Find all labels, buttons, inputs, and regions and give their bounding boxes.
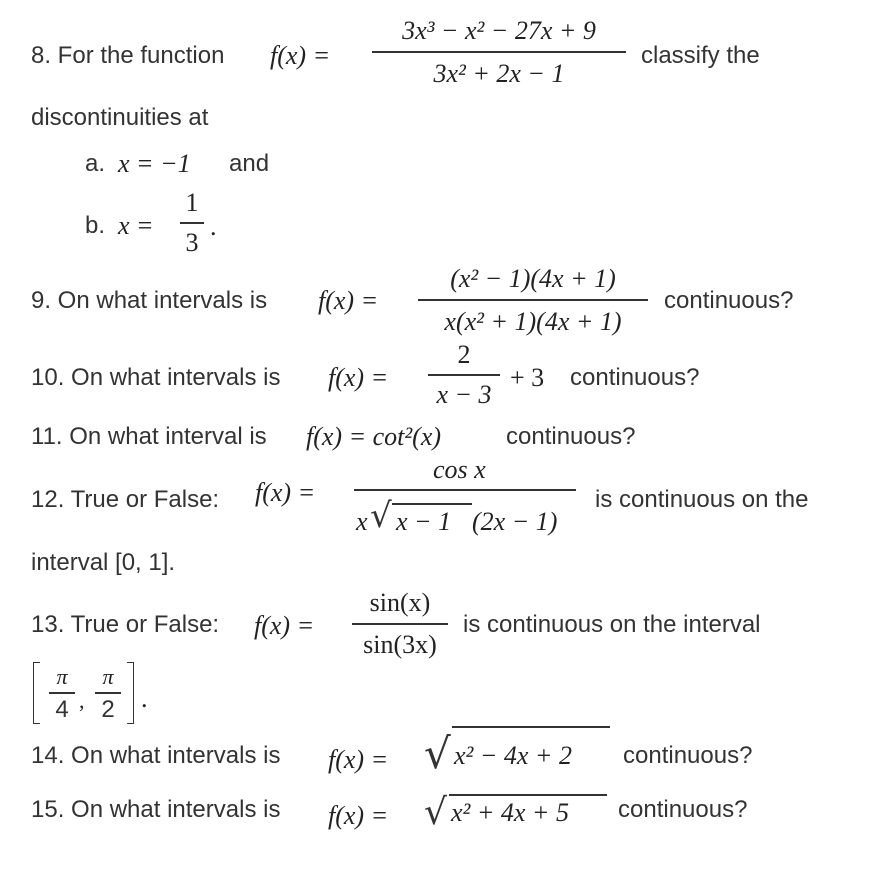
q15-function-label: f(x) = [328,801,389,830]
q13-suffix: is continuous on the interval [463,611,761,638]
q14-radicand: x² − 4x + 2 [454,741,572,770]
q8b-fraction-bar [180,222,204,224]
left-bracket-icon [33,662,40,724]
q12-line2: interval [0, 1]. [31,549,176,576]
q13-function-label: f(x) = [254,611,315,640]
q13-numerator: sin(x) [369,588,431,617]
q10-plus-three: + 3 [510,363,545,392]
q14-suffix: continuous? [623,742,753,769]
q13-int-bar2 [95,692,121,694]
q8-denominator: 3x² + 2x − 1 [433,58,565,88]
q13-interval-period: . [141,684,148,713]
q10-fraction-bar [428,374,500,376]
q12-denominator-factor: (2x − 1) [472,507,558,536]
q15-sqrt-icon: √ [424,792,447,833]
q11-suffix: continuous? [506,423,636,450]
q11-prefix: 11. On what interval is [31,423,267,450]
q10-denominator: x − 3 [436,379,492,409]
q13-int-den2: 2 [101,695,115,723]
q9-denominator: x(x² + 1)(4x + 1) [444,306,622,336]
q9-function-label: f(x) = [318,286,379,315]
q12-sqrt-icon: √ [370,496,392,536]
q13-int-bar1 [49,692,75,694]
q12-prefix: 12. True or False: [31,486,220,513]
q8b-period: . [210,212,217,241]
q15-sqrt-bar [449,794,607,796]
q12-sqrt-bar [392,503,472,505]
q12-radicand: x − 1 [396,507,452,536]
q9-suffix: continuous? [664,287,794,314]
q9-fraction [418,266,648,335]
q14-sqrt-bar [452,726,610,728]
q9-prefix: 9. On what intervals is [31,287,268,314]
q13-int-num2: π [102,664,114,689]
q8-suffix: classify the [641,42,760,69]
q12-numerator: cos x [433,455,486,484]
q13-fraction [352,590,448,658]
q12-fraction-bar [354,489,576,491]
q14-function-label: f(x) = [328,745,389,774]
q8b-fraction [180,190,204,256]
q12-denominator-x: x [356,507,368,536]
q14-sqrt-icon: √ [424,729,451,778]
q13-interval-lower [49,666,75,722]
q15-radicand: x² + 4x + 5 [451,798,569,827]
q8-line2: discontinuities at [31,104,209,131]
q13-fraction-bar [352,623,448,625]
q8-fraction [372,18,626,87]
q15-suffix: continuous? [618,796,748,823]
q12-suffix: is continuous on the [595,486,809,513]
q9-numerator: (x² − 1)(4x + 1) [450,264,616,293]
q11-expression: f(x) = cot²(x) [306,422,442,451]
q13-denominator: sin(3x) [363,629,437,659]
q10-function-label: f(x) = [328,363,389,392]
q15-prefix: 15. On what intervals is [31,796,281,823]
q8-function-label: f(x) = [270,41,331,70]
q8b-label: b. [85,212,106,239]
q8-fraction-bar [372,51,626,53]
q8a-equation: x = −1 [118,149,191,178]
q8a-label: a. [85,150,106,177]
q8b-denominator: 3 [185,227,199,257]
q8-numerator: 3x³ − x² − 27x + 9 [402,16,596,45]
q8b-equation: x = [118,211,154,240]
right-bracket-icon [127,662,134,724]
q13-int-den1: 4 [55,695,69,723]
q10-fraction [428,342,500,408]
q8-prefix: 8. For the function [31,42,225,69]
q10-numerator: 2 [457,340,471,369]
q10-suffix: continuous? [570,364,700,391]
q13-int-num1: π [56,664,68,689]
q13-prefix: 13. True or False: [31,611,220,638]
q8b-numerator: 1 [185,188,199,217]
q13-interval [33,662,151,724]
q10-prefix: 10. On what intervals is [31,364,281,391]
q14-prefix: 14. On what intervals is [31,742,281,769]
q13-interval-comma: , [79,688,85,713]
q9-fraction-bar [418,299,648,301]
q12-function-label: f(x) = [255,478,316,507]
q13-interval-upper [95,666,121,722]
q8a-and: and [229,150,270,177]
